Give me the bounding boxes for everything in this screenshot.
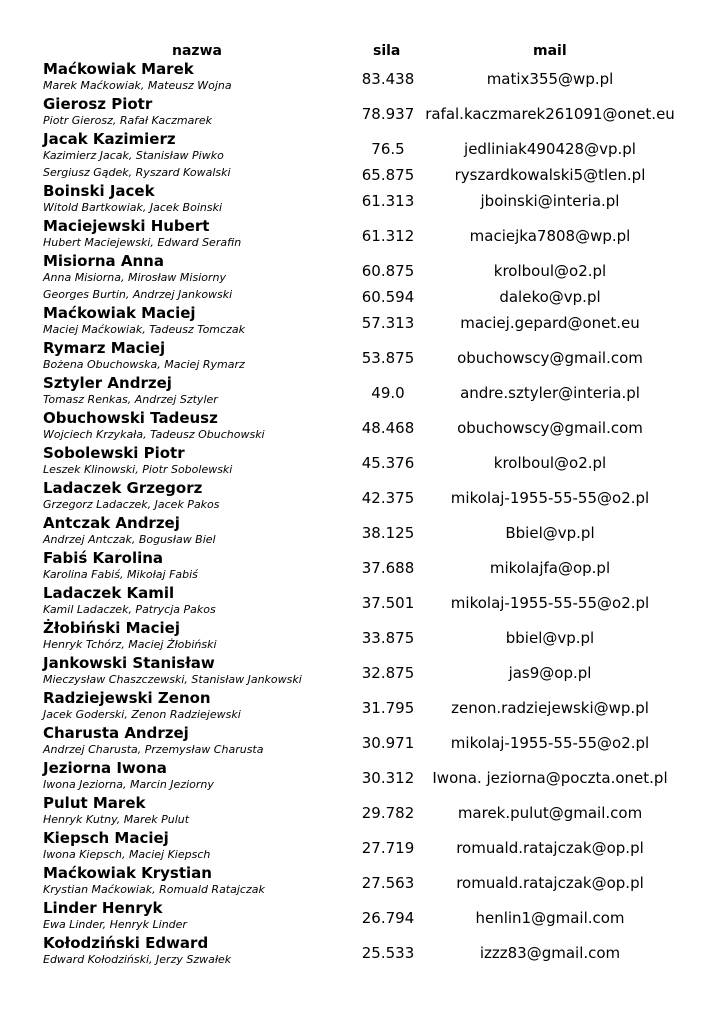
mail-value: jas9@op.pl [508,664,592,682]
team-name: Ladaczek Grzegorz [43,479,203,497]
team-players: Iwona Jeziorna, Marcin Jeziorny [43,778,214,791]
mail-value: mikolaj-1955-55-55@o2.pl [450,734,650,752]
team-name: Obuchowski Tadeusz [43,409,218,427]
team-name: Ladaczek Kamil [43,584,175,602]
table-row [0,794,724,829]
sila-value: 60.875 [361,262,415,280]
mail-value: mikolajfa@op.pl [489,559,611,577]
table-row [0,619,724,654]
team-name: Kołodziński Edward [43,934,209,952]
sila-value: 83.438 [361,70,415,88]
team-name: Radziejewski Zenon [43,689,211,707]
mail-value: romuald.ratajczak@op.pl [456,839,644,857]
team-name: Sobolewski Piotr [43,444,185,462]
column-header-mail: mail [533,43,567,59]
team-players: Leszek Klinowski, Piotr Sobolewski [43,463,233,476]
table-row [0,549,724,584]
sila-value: 45.376 [361,454,415,472]
table-row [0,689,724,724]
sila-value: 76.5 [371,140,405,158]
team-players: Kamil Ladaczek, Patrycja Pakos [43,603,216,616]
table-row [0,252,724,287]
team-name: Maćkowiak Krystian [43,864,212,882]
mail-value: zenon.radziejewski@wp.pl [451,699,649,717]
sila-value: 32.875 [361,664,415,682]
mail-value: maciejka7808@wp.pl [469,227,631,245]
team-players: Grzegorz Ladaczek, Jacek Pakos [43,498,220,511]
table-row [0,217,724,252]
sila-value: 49.0 [371,384,405,402]
team-name: Rymarz Maciej [43,339,166,357]
mail-value: marek.pulut@gmail.com [457,804,643,822]
table-row [0,374,724,409]
mail-value: bbiel@vp.pl [505,629,595,647]
team-players: Maciej Maćkowiak, Tadeusz Tomczak [43,323,245,336]
sila-value: 38.125 [361,524,415,542]
table-row [0,444,724,479]
mail-value: krolboul@o2.pl [493,454,607,472]
table-row [0,899,724,934]
team-players: Hubert Maciejewski, Edward Serafin [43,236,242,249]
mail-value: andre.sztyler@interia.pl [460,384,640,402]
team-players: Edward Kołodziński, Jerzy Szwałek [43,953,232,966]
team-players: Krystian Maćkowiak, Romuald Ratajczak [43,883,265,896]
sila-value: 65.875 [361,166,415,184]
team-name: Misiorna Anna [43,252,164,270]
mail-value: jedliniak490428@vp.pl [464,140,636,158]
team-name: Jankowski Stanisław [43,654,215,672]
sila-value: 61.313 [361,192,415,210]
team-players: Iwona Kiepsch, Maciej Kiepsch [43,848,211,861]
sila-value: 31.795 [361,699,415,717]
team-name: Pulut Marek [43,794,146,812]
sila-value: 42.375 [361,489,415,507]
team-players: Georges Burtin, Andrzej Jankowski [43,288,233,301]
sila-value: 25.533 [361,944,415,962]
team-name: Sztyler Andrzej [43,374,172,392]
column-header-sila: sila [373,43,401,59]
team-name: Antczak Andrzej [43,514,180,532]
sila-value: 33.875 [361,629,415,647]
team-players: Karolina Fabiś, Mikołaj Fabiś [43,568,198,581]
team-players: Bożena Obuchowska, Maciej Rymarz [43,358,245,371]
team-name: Gierosz Piotr [43,95,153,113]
team-players: Ewa Linder, Henryk Linder [43,918,187,931]
table-row [0,339,724,374]
mail-value: izzz83@gmail.com [479,944,621,962]
table-row [0,584,724,619]
sila-value: 57.313 [361,314,415,332]
table-row [0,934,724,969]
team-players: Marek Maćkowiak, Mateusz Wojna [43,79,232,92]
sila-value: 27.719 [361,839,415,857]
sila-value: 29.782 [361,804,415,822]
sila-value: 27.563 [361,874,415,892]
team-name: Żłobiński Maciej [43,619,180,637]
team-players: Sergiusz Gądek, Ryszard Kowalski [43,166,231,179]
team-name: Boinski Jacek [43,182,155,200]
team-players: Andrzej Antczak, Bogusław Biel [43,533,216,546]
team-name: Linder Henryk [43,899,163,917]
sila-value: 48.468 [361,419,415,437]
mail-value: henlin1@gmail.com [475,909,625,927]
team-name: Jeziorna Iwona [43,759,167,777]
team-players: Anna Misiorna, Mirosław Misiorny [43,271,226,284]
table-row [0,829,724,864]
team-players: Jacek Goderski, Zenon Radziejewski [43,708,241,721]
sila-value: 61.312 [361,227,415,245]
mail-value: mikolaj-1955-55-55@o2.pl [450,594,650,612]
sila-value: 53.875 [361,349,415,367]
mail-value: ryszardkowalski5@tlen.pl [454,166,646,184]
sila-value: 60.594 [361,288,415,306]
sila-value: 37.501 [361,594,415,612]
mail-value: krolboul@o2.pl [493,262,607,280]
table-row [0,287,724,304]
team-players: Henryk Kutny, Marek Pulut [43,813,190,826]
mail-value: romuald.ratajczak@op.pl [456,874,644,892]
sila-value: 30.312 [361,769,415,787]
table-row [0,165,724,182]
mail-value: matix355@wp.pl [486,70,614,88]
entries-list [0,60,724,969]
team-players: Piotr Gierosz, Rafał Kaczmarek [43,114,213,127]
table-row [0,60,724,95]
mail-value: rafal.kaczmarek261091@onet.eu [425,105,675,123]
team-name: Maćkowiak Marek [43,60,194,78]
column-header-nazwa: nazwa [172,43,222,59]
team-players: Wojciech Krzykała, Tadeusz Obuchowski [43,428,265,441]
table-row [0,409,724,444]
mail-value: Bbiel@vp.pl [505,524,595,542]
team-players: Tomasz Renkas, Andrzej Sztyler [43,393,218,406]
table-row [0,864,724,899]
mail-value: mikolaj-1955-55-55@o2.pl [450,489,650,507]
team-players: Witold Bartkowiak, Jacek Boinski [43,201,223,214]
mail-value: jboinski@interia.pl [480,192,620,210]
team-name: Jacak Kazimierz [43,130,176,148]
team-players: Andrzej Charusta, Przemysław Charusta [43,743,264,756]
team-players: Kazimierz Jacak, Stanisław Piwko [43,149,224,162]
sila-value: 30.971 [361,734,415,752]
mail-value: Iwona. jeziorna@poczta.onet.pl [432,769,668,787]
team-name: Maciejewski Hubert [43,217,210,235]
team-name: Fabiś Karolina [43,549,164,567]
table-row [0,304,724,339]
team-players: Mieczysław Chaszczewski, Stanisław Jankowski [43,673,302,686]
table-row [0,95,724,130]
table-row [0,479,724,514]
table-row [0,724,724,759]
mail-value: daleko@vp.pl [499,288,601,306]
sila-value: 37.688 [361,559,415,577]
team-players: Henryk Tchórz, Maciej Żłobiński [43,638,217,651]
team-name: Charusta Andrzej [43,724,189,742]
mail-value: obuchowscy@gmail.com [457,419,643,437]
sila-value: 78.937 [361,105,415,123]
mail-value: maciej.gepard@onet.eu [460,314,640,332]
table-row [0,182,724,217]
team-name: Kiepsch Maciej [43,829,169,847]
table-row [0,654,724,689]
table-row [0,514,724,549]
team-name: Maćkowiak Maciej [43,304,196,322]
mail-value: obuchowscy@gmail.com [457,349,643,367]
table-row [0,759,724,794]
sila-value: 26.794 [361,909,415,927]
table-row [0,130,724,165]
